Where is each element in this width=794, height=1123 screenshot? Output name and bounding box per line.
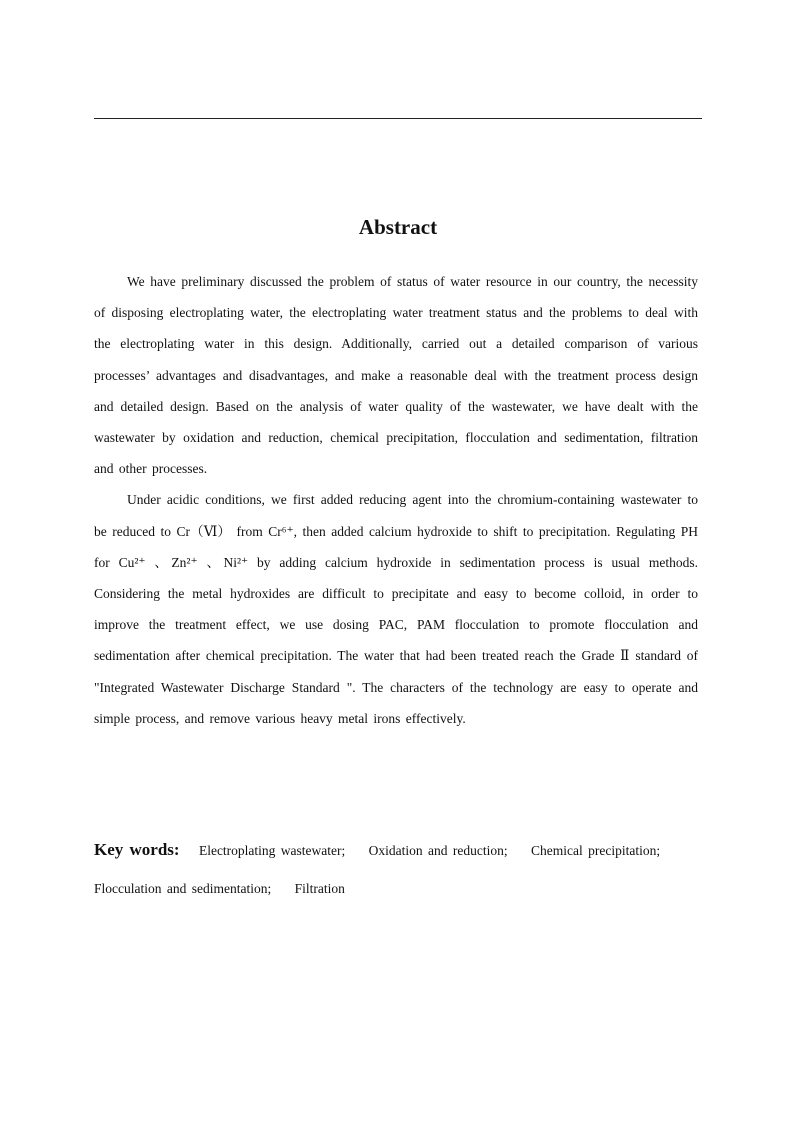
- keyword-item: Filtration: [294, 881, 345, 896]
- abstract-body: [94, 266, 698, 734]
- keywords-section: [94, 831, 702, 908]
- abstract-paragraph-2: Under acidic conditions, we first added reducing agent into the chromium-containing wastewater to be reduced to Cr（Ⅵ） from Cr⁶⁺, then added calcium hydroxide to shift to precipitation. Regulating PH for Cu²⁺ 、Zn²⁺ 、Ni²⁺ by adding calcium hydroxide in sedimentation process is usual methods. Considering the metal hydroxides are difficult to precipitate and easy to become colloid, in order to improve the treatment effect, we use dosing PAC, PAM flocculation to promote flocculation and sedimentation after chemical precipitation. The water that had been treated reach the Grade Ⅱ standard of "Integrated Wastewater Discharge Standard ". The characters of the technology are easy to operate and simple process, and remove various heavy metal irons effectively.: [94, 492, 698, 726]
- keywords-label: Key words:: [94, 840, 180, 859]
- abstract-paragraph-1: We have preliminary discussed the problem of status of water resource in our country, the necessity of disposing electroplating water, the electroplating water treatment status and the problems to deal with the electroplating water in this design. Additionally, carried out a detailed comparison of various processes’ advantages and disadvantages, and make a reasonable deal with the treatment process design and detailed design. Based on the analysis of water quality of the wastewater, we have dealt with the wastewater by oxidation and reduction, chemical precipitation, flocculation and sedimentation, filtration and other processes.: [94, 274, 698, 477]
- keyword-item: Flocculation and sedimentation;: [94, 881, 272, 896]
- header-rule: [94, 118, 702, 119]
- keyword-item: Electroplating wastewater;: [198, 843, 346, 858]
- keyword-item: Chemical precipitation;: [531, 843, 661, 858]
- keyword-item: Oxidation and reduction;: [368, 843, 508, 858]
- page-title: Abstract: [358, 215, 438, 240]
